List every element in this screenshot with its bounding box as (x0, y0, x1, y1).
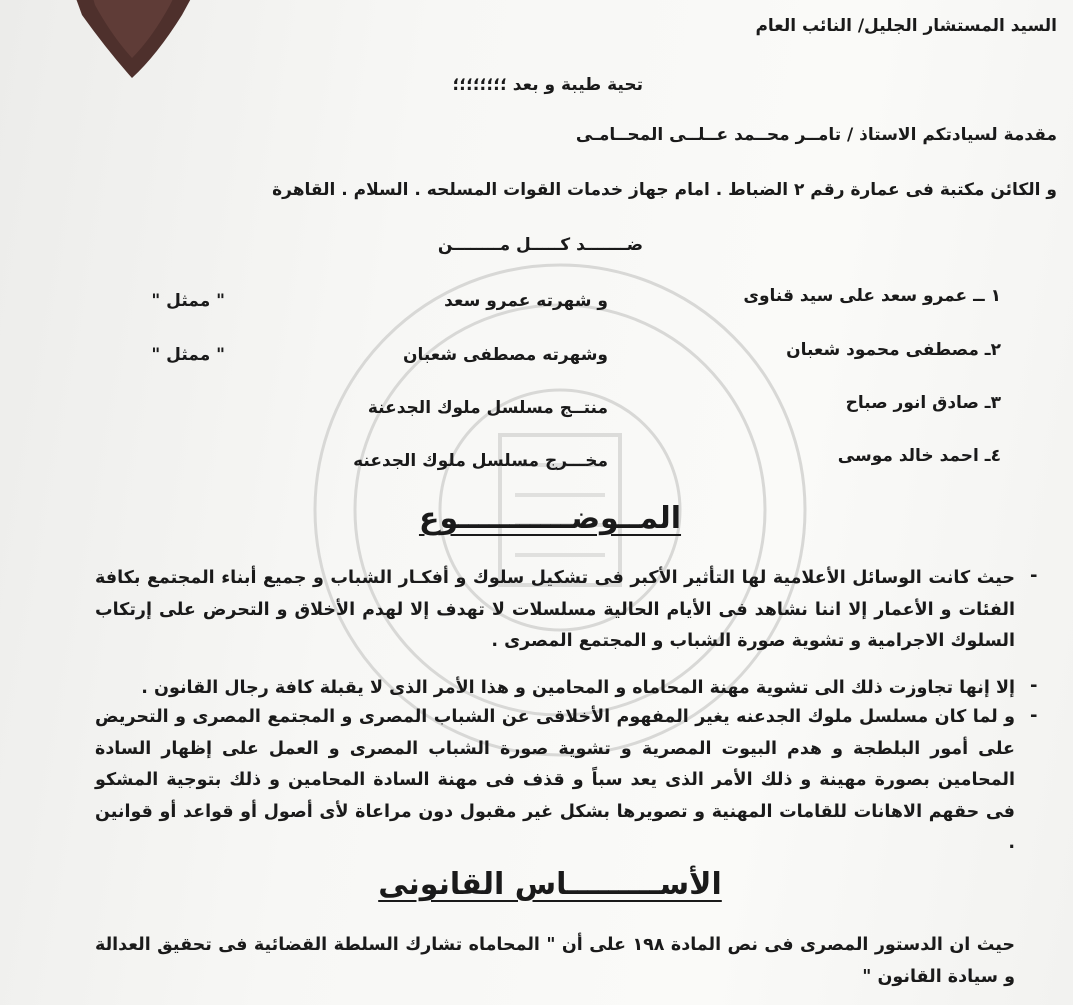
subject-heading: المــوضـــــــــــوع (418, 501, 682, 536)
defendant-name: ١ ــ عمرو سعد على سيد قناوى (743, 286, 1001, 306)
subject-paragraph: إلا إنها تجاوزت ذلك الى تشوية مهنة المحاماه و المحامين و هذا الأمر الذى لا يقبلة كافة رجال القانون . (141, 678, 1015, 698)
defendant-alias: منتــج مسلسل ملوك الجدعنة (367, 398, 608, 418)
folder-corner-decoration (62, 0, 212, 80)
bullet-dash: - (1030, 565, 1038, 586)
legal-basis-heading: الأســـــــــاس القانونى (378, 867, 722, 902)
subject-paragraph: و لما كان مسلسل ملوك الجدعنه يغير المفهوم الأخلاقى عن الشباب المصرى و المجتمع المصرى و التحريض على أمور البلطجة و هدم البيوت المصرية و تشوية صورة الشباب المصرى و العمل على إظهار السادة المحامين بصورة مهينة و ذلك الأمر الذى يعد سباً و قذف فى مهنة السادة المحامين و ذلك بتوجية المشكو فى حقهم الاهانات للقامات المهنية و تصويرها بشكل غير مقبول دون مراعاة لأى أصول أو قواعد أو قوانين . (95, 707, 1015, 853)
presenter-line: مقدمة لسيادتكم الاستاذ / تامــر محــمد عــلــى المحــامـى (575, 125, 1057, 145)
addressee-line: السيد المستشار الجليل/ النائب العام (755, 16, 1057, 36)
defendant-name: ٣ـ صادق انور صباح (845, 393, 1001, 413)
defendant-role: " ممثل " (151, 345, 225, 365)
office-address-line: و الكائن مكتبة فى عمارة رقم ٢ الضباط . امام جهاز خدمات القوات المسلحه . السلام . القاهرة (272, 180, 1057, 200)
bullet-dash: - (1030, 705, 1038, 726)
legal-basis-paragraph: حيث ان الدستور المصرى فى نص المادة ١٩٨ على أن " المحاماه تشارك السلطة القضائية فى تحقيق العدالة و سيادة القانون " (95, 935, 1015, 987)
defendant-alias: و شهرته عمرو سعد (444, 291, 608, 311)
defendant-alias: مخـــرج مسلسل ملوك الجدعنه (353, 451, 608, 471)
defendant-name: ٢ـ مصطفى محمود شعبان (786, 340, 1001, 360)
defendant-name: ٤ـ احمد خالد موسى (837, 446, 1001, 466)
greeting-line: تحية طيبة و بعد ؛؛؛؛؛؛؛؛ (452, 75, 643, 95)
defendant-alias: وشهرته مصطفى شعبان (402, 345, 608, 365)
subject-paragraph: حيث كانت الوسائل الأعلامية لها التأثير الأكبر فى تشكيل سلوك و أفكـار الشباب و جميع أبناء المجتمع بكافة الفئات و الأعمار إلا اننا نشاهد فى الأيام الحالية مسلسلات لا تهدف إلا لهدم الأخلاق و التحرض على إرتكاب السلوك الاجرامية و تشوية صورة الشباب و المجتمع المصرى . (95, 568, 1015, 651)
against-line: ضـــــــد كـــــل مــــــــن (437, 235, 643, 255)
bullet-dash: - (1030, 675, 1038, 696)
defendant-role: " ممثل " (151, 291, 225, 311)
